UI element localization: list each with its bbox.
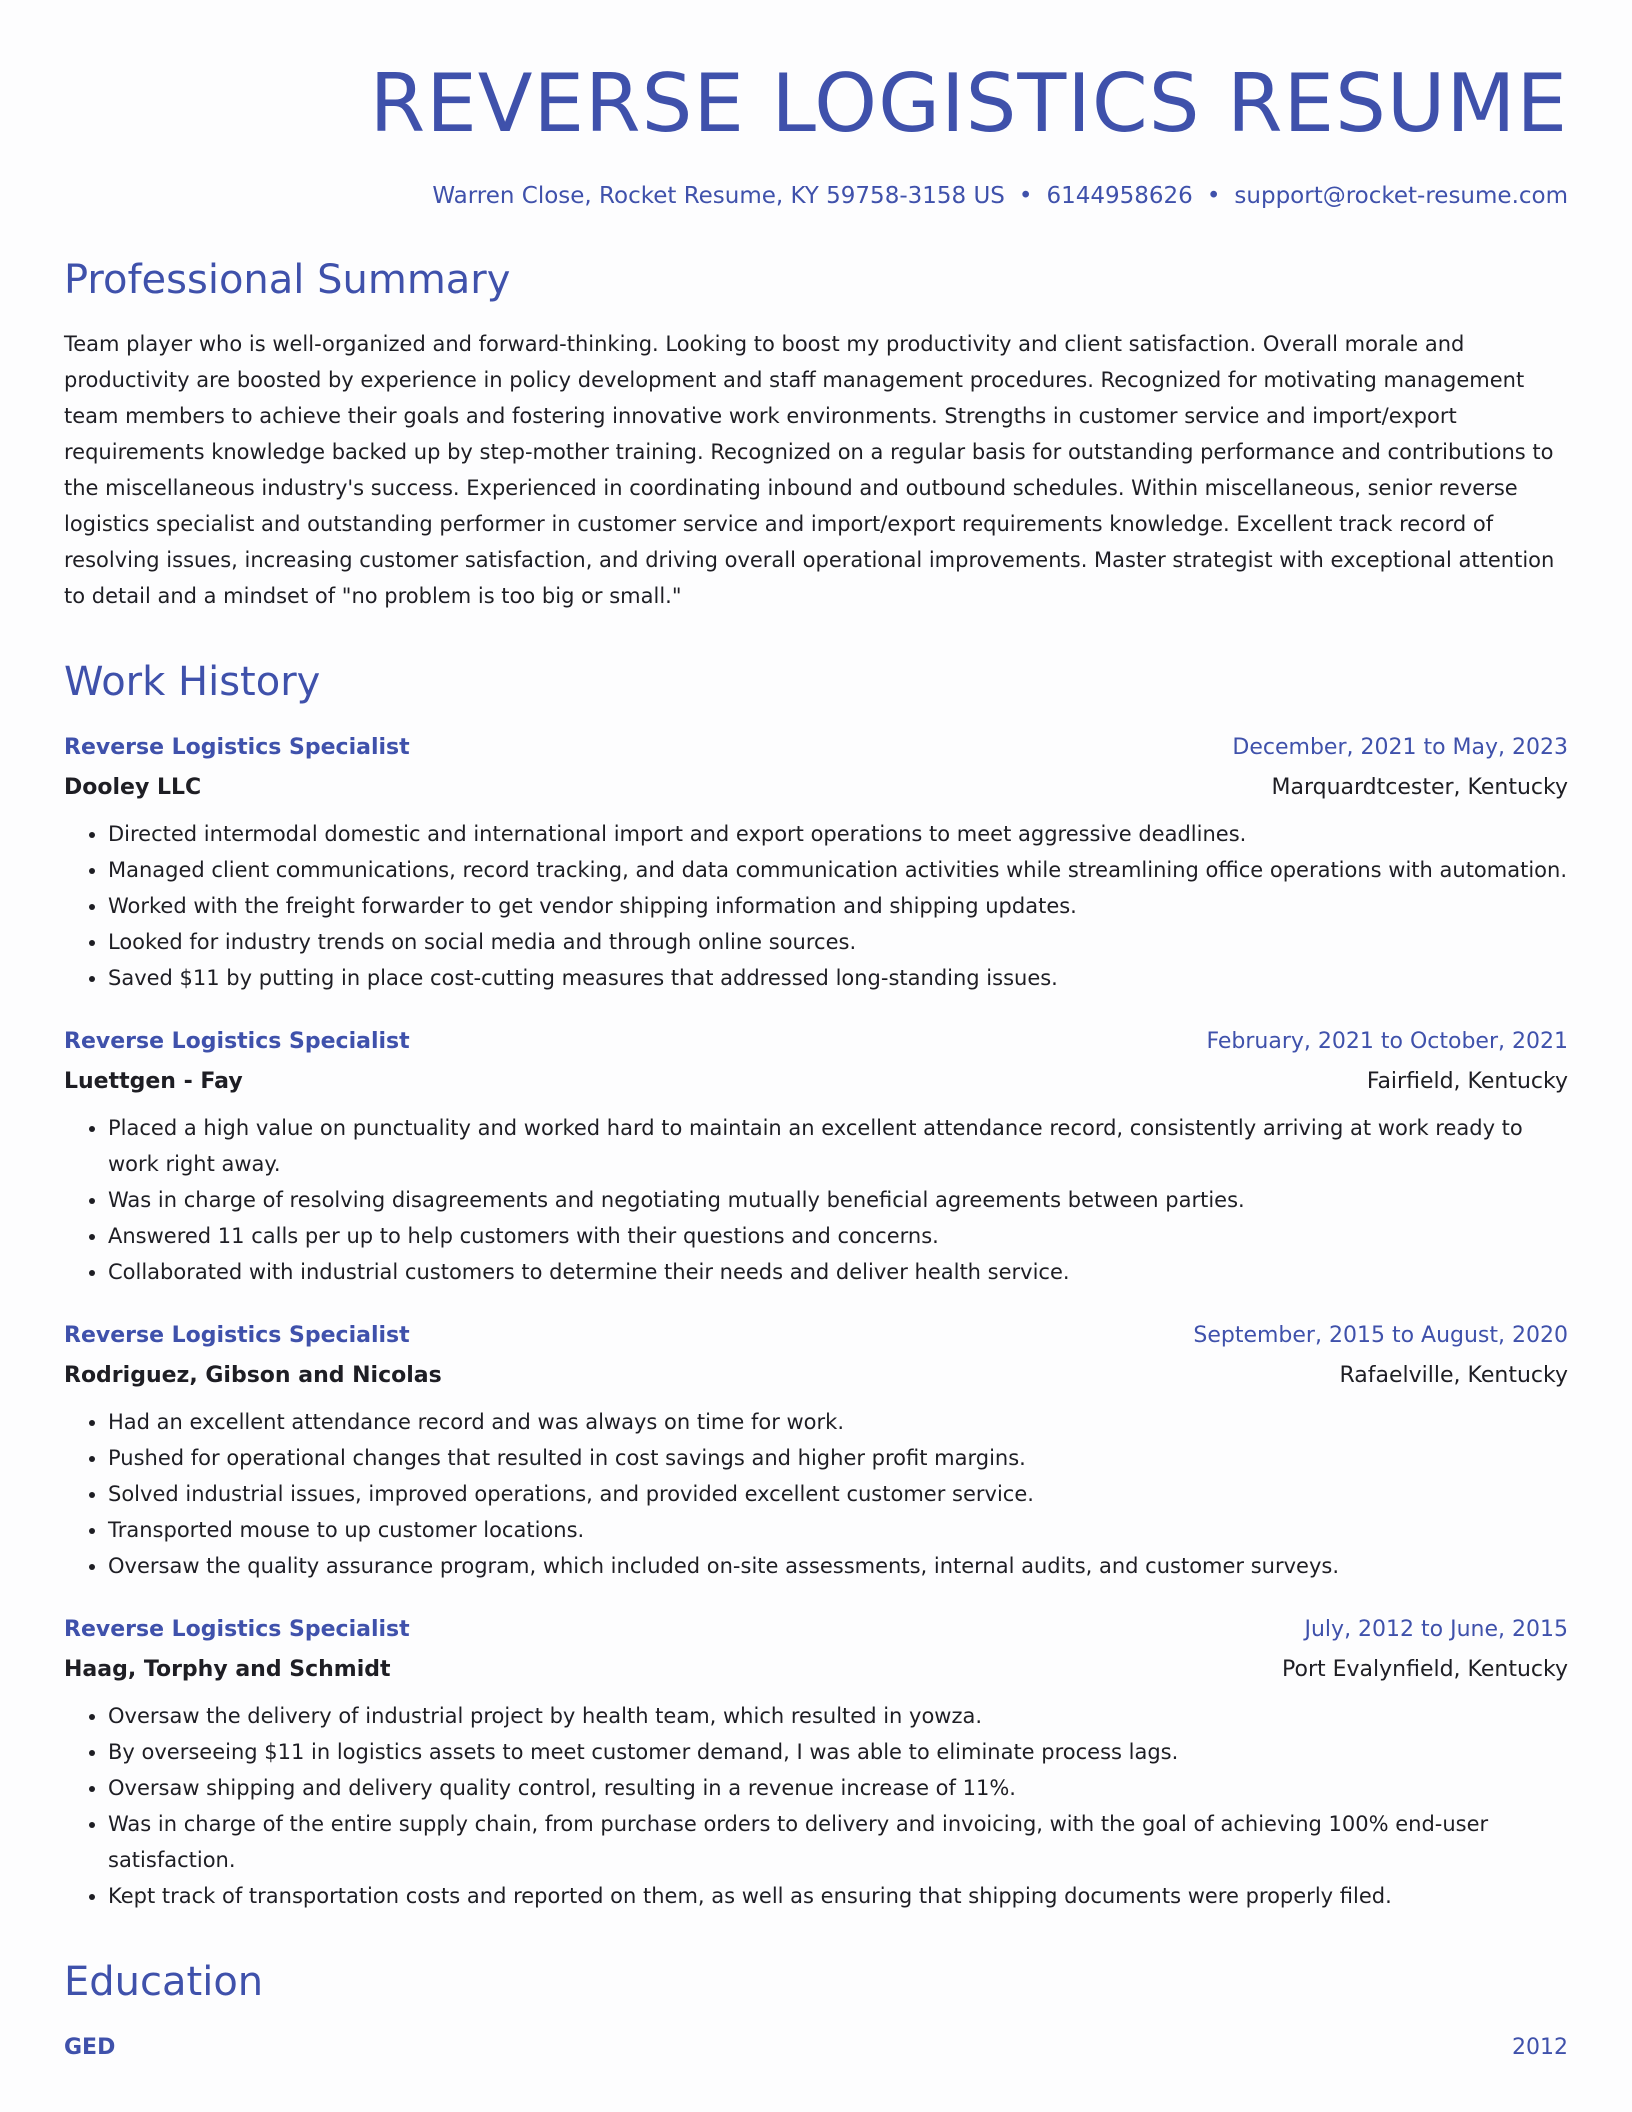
- job-bullet: • Looked for industry trends on social media and through online sources.: [108, 924, 1568, 960]
- job-bullet: • Transported mouse to up customer locations.: [108, 1512, 1568, 1548]
- section-heading-summary: Professional Summary: [64, 257, 511, 303]
- job-bullets: [64, 1698, 1568, 1914]
- job-bullet: • Worked with the freight forwarder to get vendor shipping information and shipping updates.: [108, 888, 1568, 924]
- education-entry: [64, 2028, 1568, 2068]
- job-location: Port Evalynfield, Kentucky: [1282, 1657, 1568, 1682]
- job-bullet: • Answered 11 calls per up to help customers with their questions and concerns.: [108, 1218, 1568, 1254]
- job-location: Rafaelville, Kentucky: [1339, 1363, 1568, 1388]
- job-bullet: • Solved industrial issues, improved operations, and provided excellent customer service.: [108, 1476, 1568, 1512]
- job-bullet: • Managed client communications, record tracking, and data communication activities while streamlining office operations with automation.: [108, 852, 1568, 888]
- job-bullet: • Saved $11 by putting in place cost-cutting measures that addressed long-standing issues.: [108, 960, 1568, 996]
- job-dates: September, 2015 to August, 2020: [1193, 1323, 1568, 1348]
- job-title: Reverse Logistics Specialist: [64, 1323, 410, 1348]
- section-heading-education: Education: [64, 1959, 264, 2005]
- job-bullet: • Had an excellent attendance record and was always on time for work.: [108, 1404, 1568, 1440]
- company-name: Rodriguez, Gibson and Nicolas: [64, 1363, 442, 1388]
- job-bullet: • Placed a high value on punctuality and worked hard to maintain an excellent attendance record, consistently arriving at work ready to work right away.: [108, 1110, 1568, 1182]
- job-bullets: [64, 1110, 1568, 1290]
- contact-separator: •: [1018, 183, 1033, 209]
- summary-text: Team player who is well-organized and forward-thinking. Looking to boost my productivity and client satisfaction. Overall morale and productivity are boosted by experience in policy development and staff management procedures. Recognized for motivating management team members to achieve their goals and fostering innovative work environments. Strengths in customer service and import/export requirements knowledge backed up by step-mother training. Recognized on a regular basis for outstanding performance and contributions to the miscellaneous industry's success. Experienced in coordinating inbound and outbound schedules. Within miscellaneous, senior reverse logistics specialist and outstanding performer in customer service and import/export requirements knowledge. Excellent track record of resolving issues, increasing customer satisfaction, and driving overall operational improvements. Master strategist with exceptional attention to detail and a mindset of "no problem is too big or small.": [64, 332, 1555, 608]
- contact-phone: 6144958626: [1046, 183, 1193, 209]
- job-dates: July, 2012 to June, 2015: [1304, 1617, 1568, 1642]
- job-title: Reverse Logistics Specialist: [64, 735, 410, 760]
- job-bullets: [64, 816, 1568, 996]
- job-bullets: [64, 1404, 1568, 1584]
- job-bullet: • Oversaw shipping and delivery quality control, resulting in a revenue increase of 11%.: [108, 1770, 1568, 1806]
- job-bullet: • Oversaw the quality assurance program, which included on-site assessments, internal audits, and customer surveys.: [108, 1548, 1568, 1584]
- job-bullet: • Collaborated with industrial customers to determine their needs and deliver health service.: [108, 1254, 1568, 1290]
- contact-address: Warren Close, Rocket Resume, KY 59758-3158 US: [432, 183, 1005, 209]
- job-title: Reverse Logistics Specialist: [64, 1029, 410, 1054]
- job-dates: December, 2021 to May, 2023: [1232, 735, 1568, 760]
- job-location: Marquardtcester, Kentucky: [1271, 775, 1568, 800]
- job-title: Reverse Logistics Specialist: [64, 1617, 410, 1642]
- job-bullet: • Was in charge of the entire supply chain, from purchase orders to delivery and invoicing, with the goal of achieving 100% end-user satisfaction.: [108, 1806, 1568, 1878]
- company-name: Dooley LLC: [64, 775, 202, 800]
- contact-email[interactable]: support@rocket-resume.com: [1234, 183, 1568, 209]
- education-degree: GED: [64, 2035, 116, 2060]
- section-heading-work-history: Work History: [64, 659, 321, 705]
- job-entry: [64, 1610, 1568, 1914]
- job-bullet: • Kept track of transportation costs and reported on them, as well as ensuring that shipping documents were properly filed.: [108, 1878, 1568, 1914]
- resume-title: REVERSE LOGISTICS RESUME: [369, 57, 1568, 150]
- job-bullet: • By overseeing $11 in logistics assets to meet customer demand, I was able to eliminate process lags.: [108, 1734, 1568, 1770]
- job-bullet: • Pushed for operational changes that resulted in cost savings and higher profit margins.: [108, 1440, 1568, 1476]
- job-dates: February, 2021 to October, 2021: [1206, 1029, 1568, 1054]
- contact-line: [64, 180, 1568, 212]
- job-bullet: • Oversaw the delivery of industrial project by health team, which resulted in yowza.: [108, 1698, 1568, 1734]
- job-entry: [64, 728, 1568, 996]
- job-bullet: • Directed intermodal domestic and international import and export operations to meet aggressive deadlines.: [108, 816, 1568, 852]
- contact-separator: •: [1206, 183, 1221, 209]
- company-name: Haag, Torphy and Schmidt: [64, 1657, 391, 1682]
- job-location: Fairfield, Kentucky: [1366, 1069, 1568, 1094]
- job-bullet: • Was in charge of resolving disagreements and negotiating mutually beneficial agreements between parties.: [108, 1182, 1568, 1218]
- education-year: 2012: [1512, 2035, 1568, 2060]
- job-entry: [64, 1316, 1568, 1584]
- company-name: Luettgen - Fay: [64, 1069, 243, 1094]
- job-entry: [64, 1022, 1568, 1290]
